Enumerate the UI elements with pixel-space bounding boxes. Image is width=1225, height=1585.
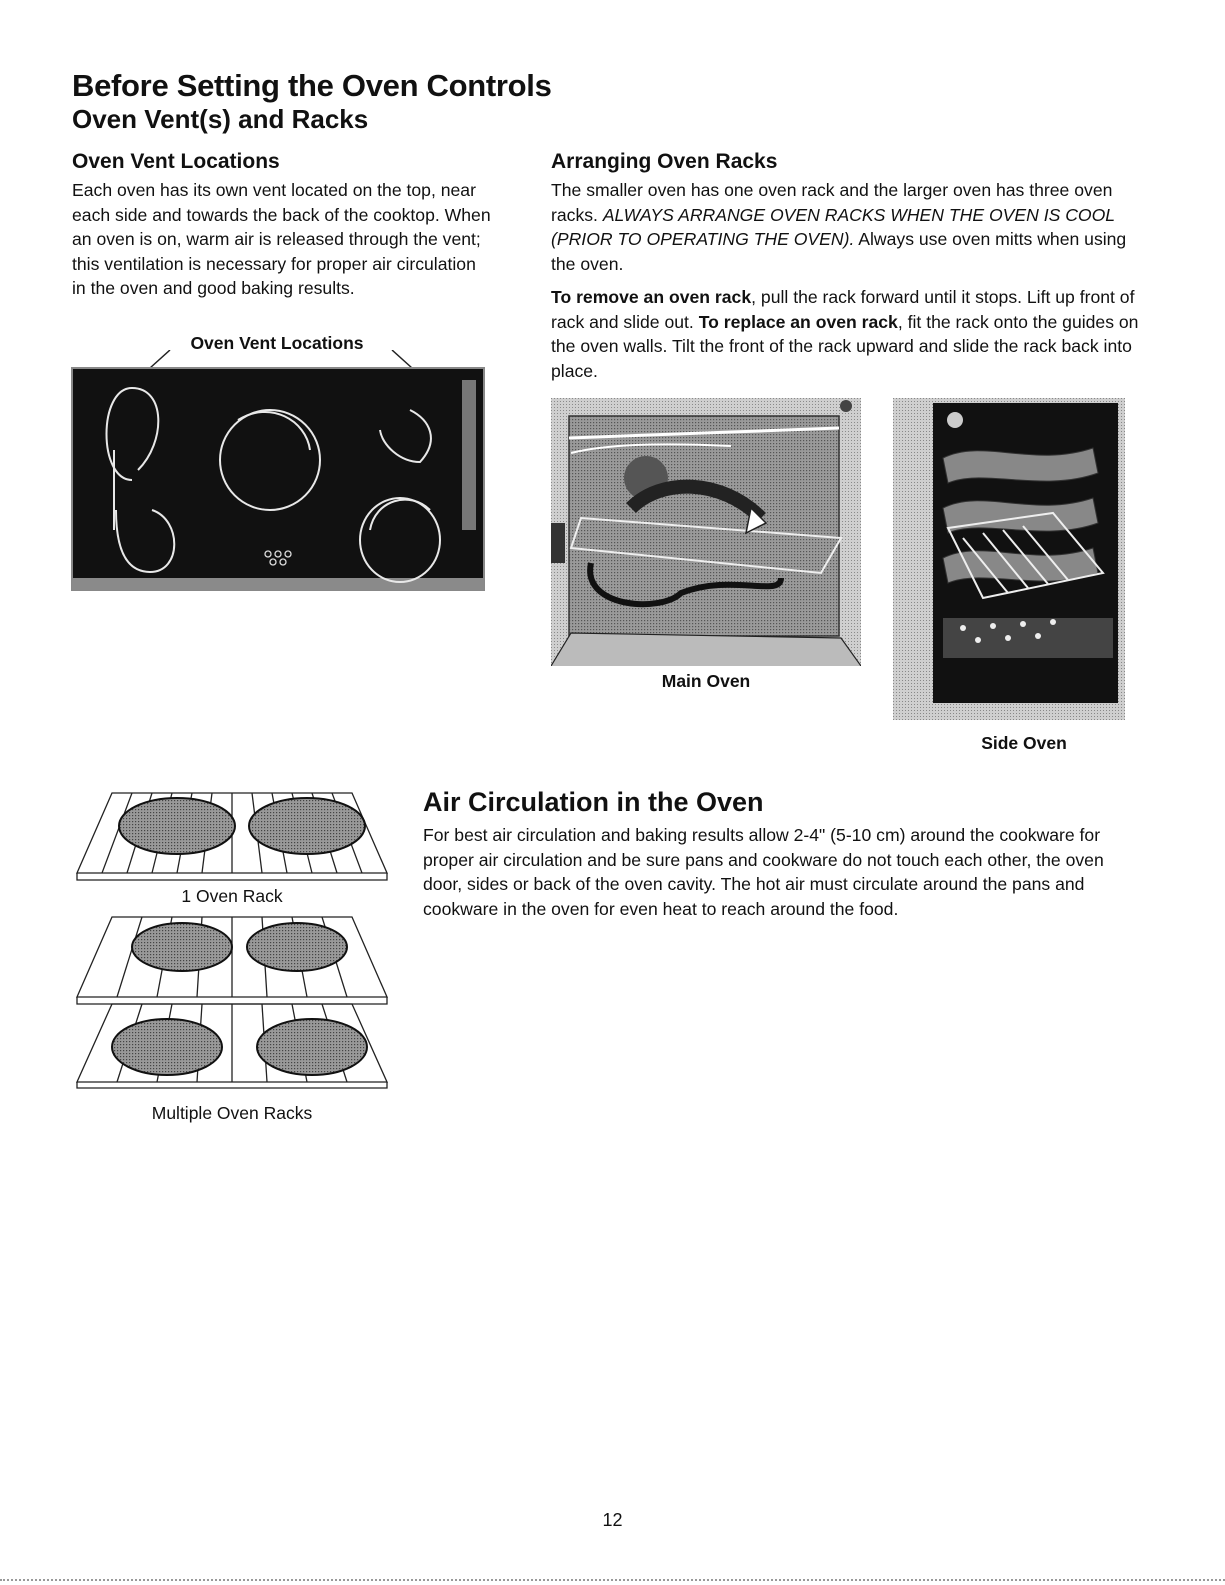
racks-heading: Arranging Oven Racks bbox=[551, 150, 778, 173]
page-title: Before Setting the Oven Controls bbox=[72, 68, 552, 103]
main-oven-caption: Main Oven bbox=[661, 671, 751, 691]
vent-figure-caption: Oven Vent Locations bbox=[190, 333, 364, 353]
air-heading: Air Circulation in the Oven bbox=[423, 787, 764, 817]
side-oven-illustration bbox=[893, 398, 1125, 720]
racks-para1-tail: Always use oven mitts when using the oven. bbox=[551, 229, 1127, 274]
multiple-racks-illustration bbox=[72, 912, 392, 1090]
racks-para1 bbox=[551, 178, 1141, 276]
page-number: 12 bbox=[602, 1510, 623, 1530]
racks-section bbox=[551, 150, 1141, 383]
racks-para1-normal: The smaller oven has one oven rack and the larger oven has three oven racks. bbox=[551, 180, 1113, 225]
side-oven-caption: Side Oven bbox=[981, 733, 1067, 753]
replace-rack-label: To replace an oven rack bbox=[698, 311, 898, 332]
cooktop-illustration bbox=[70, 350, 488, 592]
air-body: For best air circulation and baking results allow 2-4" (5-10 cm) around the cookware for proper air circulation and be sure pans and cookware do not touch each other, the oven door, sides or back of the oven cavity. The hot air must circulate around the pans and cookware in the oven for even heat to reach around the food. bbox=[423, 825, 1104, 919]
one-rack-illustration bbox=[72, 788, 392, 888]
one-rack-caption: 1 Oven Rack bbox=[181, 886, 283, 906]
page-bottom-border bbox=[0, 1579, 1225, 1581]
replace-rack-text: , fit the rack onto the guides on the oven walls. Tilt the front of the rack upward and slide the rack back into place. bbox=[551, 311, 1139, 381]
air-section bbox=[423, 787, 1143, 921]
main-oven-illustration bbox=[551, 398, 861, 666]
multiple-racks-caption: Multiple Oven Racks bbox=[151, 1103, 313, 1123]
vent-body: Each oven has its own vent located on the top, near each side and towards the back of the cooktop. When an oven is on, warm air is released through the vent; this ventilation is necessary for proper air circulation in the oven and good baking results. bbox=[72, 180, 491, 298]
remove-rack-label: To remove an oven rack bbox=[551, 287, 752, 307]
remove-rack-text: , pull the rack forward until it stops. Lift up front of rack and slide out. bbox=[551, 287, 1135, 332]
page-subtitle: Oven Vent(s) and Racks bbox=[72, 104, 369, 134]
vent-section bbox=[72, 150, 492, 301]
racks-para2 bbox=[551, 285, 1141, 383]
vent-heading: Oven Vent Locations bbox=[72, 150, 280, 173]
racks-para1-warning: ALWAYS ARRANGE OVEN RACKS WHEN THE OVEN IS COOL (PRIOR TO OPERATING THE OVEN). bbox=[551, 204, 1115, 249]
